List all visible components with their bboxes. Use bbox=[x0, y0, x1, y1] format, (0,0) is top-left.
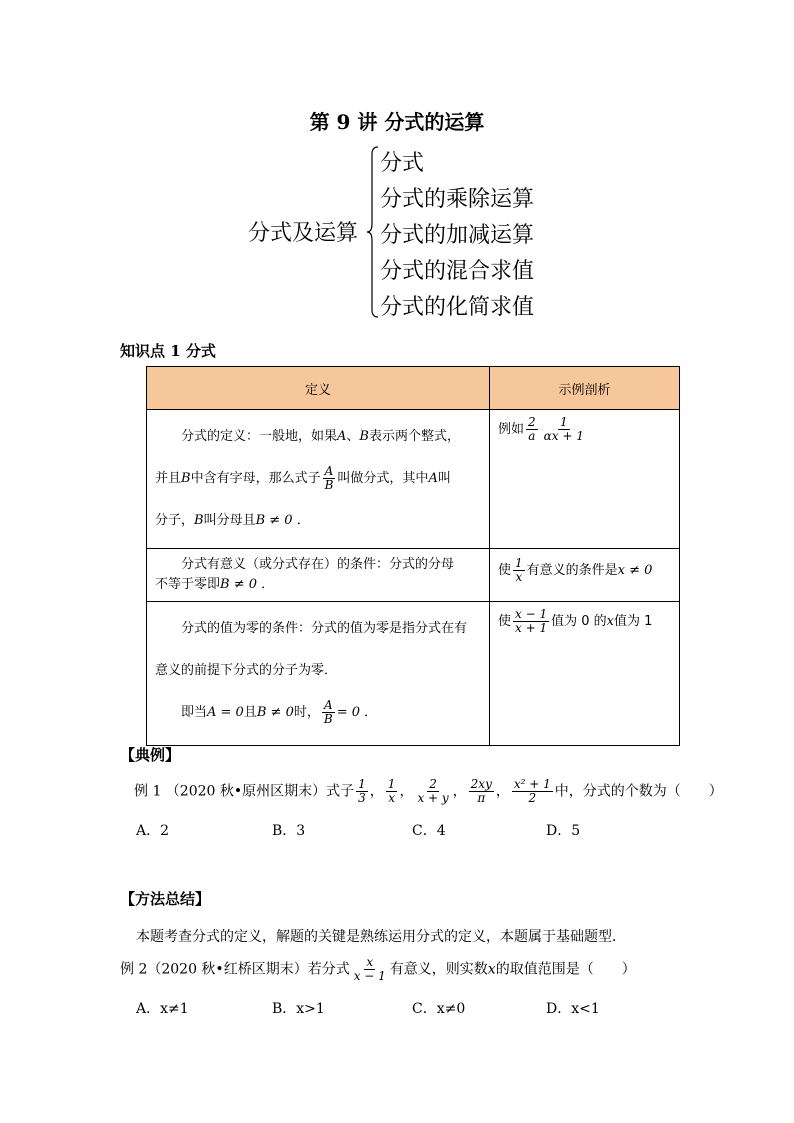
method-text: 本题考查分式的定义，解题的关键是熟练运用分式的定义，本题属于基础题型． bbox=[136, 929, 626, 945]
method-heading: 【方法总结】 bbox=[120, 890, 211, 908]
table-row bbox=[147, 549, 680, 602]
definition-table bbox=[146, 366, 680, 746]
fraction: $\frac{1}{\alpha x + 1}$ bbox=[543, 415, 584, 443]
tree-item: 分式的乘除运算 bbox=[380, 187, 535, 212]
option-c: C．4 bbox=[412, 823, 446, 839]
option-b: B．3 bbox=[272, 823, 306, 839]
fraction: $\frac{x - 1}{x + 1}$ bbox=[515, 607, 548, 635]
fraction: $\frac{2}{x + y}$ bbox=[417, 777, 449, 805]
fraction: $\frac{A}{B}$ bbox=[324, 464, 334, 492]
tree-item: 分式的混合求值 bbox=[380, 259, 535, 284]
fraction: $\frac{1}{3}$ bbox=[358, 777, 366, 805]
fraction: $\frac{A}{B}$ bbox=[323, 698, 333, 726]
fraction: $\frac{2xy}{\pi}$ bbox=[470, 777, 492, 805]
example-cell: 例如 $\frac{2}{a}$ $\frac{1}{\alpha x + 1}$ bbox=[490, 410, 680, 549]
option-d: D．5 bbox=[546, 823, 581, 839]
example1-question: 例 1 （2020 秋•原州区期末）式子 $\frac{1}{3}$ ， $\frac{1}{x}$ ， $\frac{2}{x + y}$ ， $\frac{2xy}{\pi}$ ， $\frac{\text{x² + 1}}{2}$ 中，分式的个数为（ ） bbox=[134, 777, 723, 805]
page-title: 第 9 讲 分式的运算 bbox=[309, 110, 485, 134]
option-b: B．x>1 bbox=[272, 1001, 325, 1017]
table-header-row bbox=[147, 367, 680, 410]
brace-icon bbox=[366, 146, 380, 318]
fraction: $\frac{1}{x}$ bbox=[515, 556, 523, 584]
example-cell: 使 $\frac{x - 1}{x + 1}$ 值为 0 的x值为 1 bbox=[490, 602, 680, 746]
option-a: A．x≠1 bbox=[136, 1001, 189, 1017]
table-header-example: 示例剖析 bbox=[490, 367, 680, 410]
fraction: $\frac{2}{a}$ bbox=[528, 415, 536, 443]
option-a: A．2 bbox=[136, 823, 170, 839]
fraction: $\frac{1}{x}$ bbox=[387, 777, 396, 805]
table-row bbox=[147, 602, 680, 746]
table-header-definition: 定义 bbox=[147, 367, 490, 410]
definition-cell: 分式的值为零的条件：分式的值为零是指分式在有 意义的前提下分式的分子为零． 即当A = 0且B ≠ 0时， $\frac{A}{B}$ = 0 ． bbox=[147, 602, 490, 746]
option-d: D．x<1 bbox=[546, 1001, 600, 1017]
tree-item: 分式 bbox=[380, 151, 425, 176]
example2-question: 例 2（2020 秋•红桥区期末）若分式 $\frac{x}{x - 1}$ 有意义，则实数x的取值范围是（ ） bbox=[120, 955, 636, 983]
definition-cell: 分式的定义：一般地，如果A、B表示两个整式， 并且B中含有字母，那么式子 $\frac{A}{B}$ 叫做分式，其中A叫 分子，B叫分母且B ≠ 0 ． bbox=[147, 410, 490, 549]
option-c: C．x≠0 bbox=[412, 1001, 466, 1017]
example-cell: 使 $\frac{1}{x}$ 有意义的条件是x ≠ 0 bbox=[490, 549, 680, 602]
tree-items bbox=[380, 146, 534, 326]
fraction: $\frac{x}{x - 1}$ bbox=[353, 955, 386, 983]
table-row bbox=[147, 410, 680, 549]
tree-item: 分式的加减运算 bbox=[380, 223, 535, 248]
knowledge-point-heading: 知识点 1 分式 bbox=[120, 342, 216, 360]
definition-cell: 分式有意义（或分式存在）的条件：分式的分母 不等于零即B ≠ 0 ． bbox=[147, 549, 490, 602]
fraction: $\frac{\text{x² + 1}}{2}$ bbox=[513, 777, 551, 805]
tree-root: 分式及运算 bbox=[248, 221, 359, 246]
example-heading: 【典例】 bbox=[120, 746, 181, 764]
tree-item: 分式的化简求值 bbox=[380, 295, 535, 320]
